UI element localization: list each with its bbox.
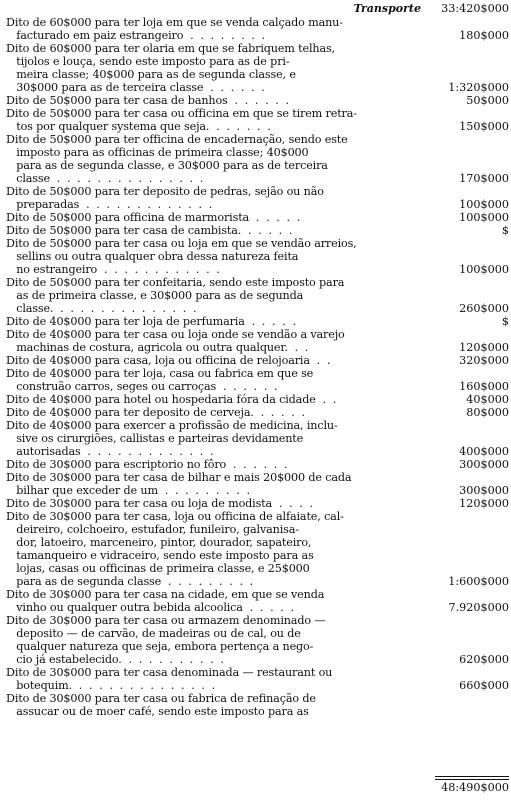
entry-amount: 40$000 — [466, 393, 509, 406]
entry-amount: 170$000 — [459, 172, 509, 185]
entry-line: autorisadas . . . . . . . . . . . . . — [6, 445, 214, 458]
entry-amount: 120$000 — [459, 497, 509, 510]
entry-line: para as de segunda classe . . . . . . . . . — [6, 575, 254, 588]
entry-amount: $ — [501, 224, 509, 237]
entry-line: assucar ou de moer café, sendo este imposto para as — [6, 705, 309, 718]
entry-line: Dito de 50$000 para ter deposito de pedras, sejão ou não — [6, 185, 324, 198]
entry-amount: $ — [501, 315, 509, 328]
entry-line: meira classe; 40$000 para as de segunda classe, e — [6, 68, 296, 81]
entry-line: Dito de 50$000 para ter casa ou loja em que se vendão arreios, — [6, 237, 357, 250]
entry-line: Dito de 30$000 para ter casa na cidade, em que se venda — [6, 588, 325, 601]
entry-line: tamanqueiro e vidraceiro, sendo este imposto para as — [6, 549, 314, 562]
entry-line: classe . . . . . . . . . . . . . . . — [6, 172, 204, 185]
entry-line: construão carros, seges ou carroças . . . . . . — [6, 380, 278, 393]
entry-line: Dito de 50$000 para ter casa de banhos . . . . . . — [6, 94, 289, 107]
entry-amount: 1:320$000 — [448, 81, 509, 94]
entry-line: Dito de 40$000 para ter deposito de cerveja. . . . . . — [6, 406, 305, 419]
entry-line: 30$000 para as de terceira classe . . . . . . — [6, 81, 265, 94]
entry-line: tos por qualquer systema que seja. . . . . . . — [6, 120, 271, 133]
entry-line: deireiro, colchoeiro, estufador, funileiro, galvanisa- — [6, 523, 299, 536]
entry-amount: 620$000 — [459, 653, 509, 666]
entry-line: Dito de 50$000 para ter casa de cambista. . . . . . — [6, 224, 293, 237]
entry-amount: 320$000 — [459, 354, 509, 367]
entry-amount: 150$000 — [459, 120, 509, 133]
entry-line: facturado em paiz estrangeiro . . . . . . . . — [6, 29, 266, 42]
entry-line: Dito de 60$000 para ter loja em que se venda calçado manu- — [6, 16, 343, 29]
entry-amount: 260$000 — [459, 302, 509, 315]
entry-amount: 1:600$000 — [448, 575, 509, 588]
entry-line: as de primeira classe, e 30$000 para as de segunda — [6, 289, 304, 302]
entry-amount: 400$000 — [459, 445, 509, 458]
entry-line: Dito de 30$000 para ter casa denominada — restaurant ou — [6, 666, 333, 679]
entry-line: Dito de 30$000 para ter casa ou fabrica de refinação de — [6, 692, 316, 705]
entry-line: Dito de 40$000 para ter loja, casa ou fabrica em que se — [6, 367, 314, 380]
total-amount: 48:490$000 — [441, 781, 509, 794]
entry-line: Dito de 40$000 para ter loja de perfumaria . . . . . — [6, 315, 296, 328]
entry-line: Dito de 30$000 para ter casa, loja ou officina de alfaiate, cal- — [6, 510, 344, 523]
entry-line: Dito de 30$000 para ter casa ou loja de modista . . . . — [6, 497, 313, 510]
entry-amount: 80$000 — [466, 406, 509, 419]
entry-amount: 300$000 — [459, 484, 509, 497]
entry-line: no estrangeiro . . . . . . . . . . . . — [6, 263, 220, 276]
entry-line: sive os cirurgiões, callistas e parteiras devidamente — [6, 432, 304, 445]
entry-amount: 660$000 — [459, 679, 509, 692]
entry-line: Dito de 40$000 para hotel ou hospedaria fóra da cidade . . — [6, 393, 337, 406]
entry-amount: 7.920$000 — [448, 601, 509, 614]
entry-line: cio já estabelecido. . . . . . . . . . . — [6, 653, 224, 666]
entry-line: qualquer natureza que seja, embora pertença a nego- — [6, 640, 314, 653]
entry-line: bilhar que exceder de um . . . . . . . . . — [6, 484, 250, 497]
entry-amount: 180$000 — [459, 29, 509, 42]
entry-line: classe. . . . . . . . . . . . . . . — [6, 302, 197, 315]
entry-amount: 100$000 — [459, 211, 509, 224]
transporte-amount: 33:420$000 — [441, 2, 509, 15]
entry-line: Dito de 30$000 para ter casa ou armazem denominado — — [6, 614, 326, 627]
total-rule — [435, 776, 509, 777]
transporte-label: Transporte — [353, 2, 421, 15]
entry-line: Dito de 50$000 para ter officina de encadernação, sendo este — [6, 133, 348, 146]
entry-line: Dito de 50$000 para ter confeitaria, sendo este imposto para — [6, 276, 345, 289]
entry-line: vinho ou qualquer outra bebida alcoolica . . . . . — [6, 601, 294, 614]
total-rule-double — [435, 779, 509, 780]
entry-line: machinas de costura, agricola ou outra qualquer. . . — [6, 341, 309, 354]
entry-amount: 300$000 — [459, 458, 509, 471]
entry-line: Dito de 50$000 para officina de marmorista . . . . . — [6, 211, 301, 224]
entry-line: Dito de 60$000 para ter olaria em que se fabriquem telhas, — [6, 42, 335, 55]
entry-line: botequim. . . . . . . . . . . . . . . — [6, 679, 216, 692]
entry-line: Dito de 40$000 para ter casa ou loja onde se vendão a varejo — [6, 328, 345, 341]
entry-amount: 50$000 — [466, 94, 509, 107]
entry-line: Dito de 30$000 para escriptorio no fôro . . . . . . — [6, 458, 288, 471]
entry-line: preparadas . . . . . . . . . . . . . — [6, 198, 213, 211]
entry-line: deposito — de carvão, de madeiras ou de cal, ou de — [6, 627, 301, 640]
entry-line: lojas, casas ou officinas de primeira classe, e 25$000 — [6, 562, 310, 575]
entry-line: imposto para as officinas de primeira classe; 40$000 — [6, 146, 309, 159]
entry-amount: 120$000 — [459, 341, 509, 354]
entry-amount: 100$000 — [459, 198, 509, 211]
entry-line: Dito de 40$000 para exercer a profissão de medicina, inclu- — [6, 419, 338, 432]
entry-line: dor, latoeiro, marceneiro, pintor, dourador, sapateiro, — [6, 536, 312, 549]
entry-line: sellins ou outra qualquer obra dessa natureza feita — [6, 250, 299, 263]
entry-line: Dito de 50$000 para ter casa ou officina em que se tirem retra- — [6, 107, 357, 120]
entry-line: tijolos e louça, sendo este imposto para as de pri- — [6, 55, 290, 68]
entry-line: Dito de 40$000 para casa, loja ou officina de relojoaria . . — [6, 354, 331, 367]
entry-amount: 100$000 — [459, 263, 509, 276]
entry-line: Dito de 30$000 para ter casa de bilhar e mais 20$000 de cada — [6, 471, 352, 484]
entry-line: para as de segunda classe, e 30$000 para as de terceira — [6, 159, 328, 172]
entry-amount: 160$000 — [459, 380, 509, 393]
